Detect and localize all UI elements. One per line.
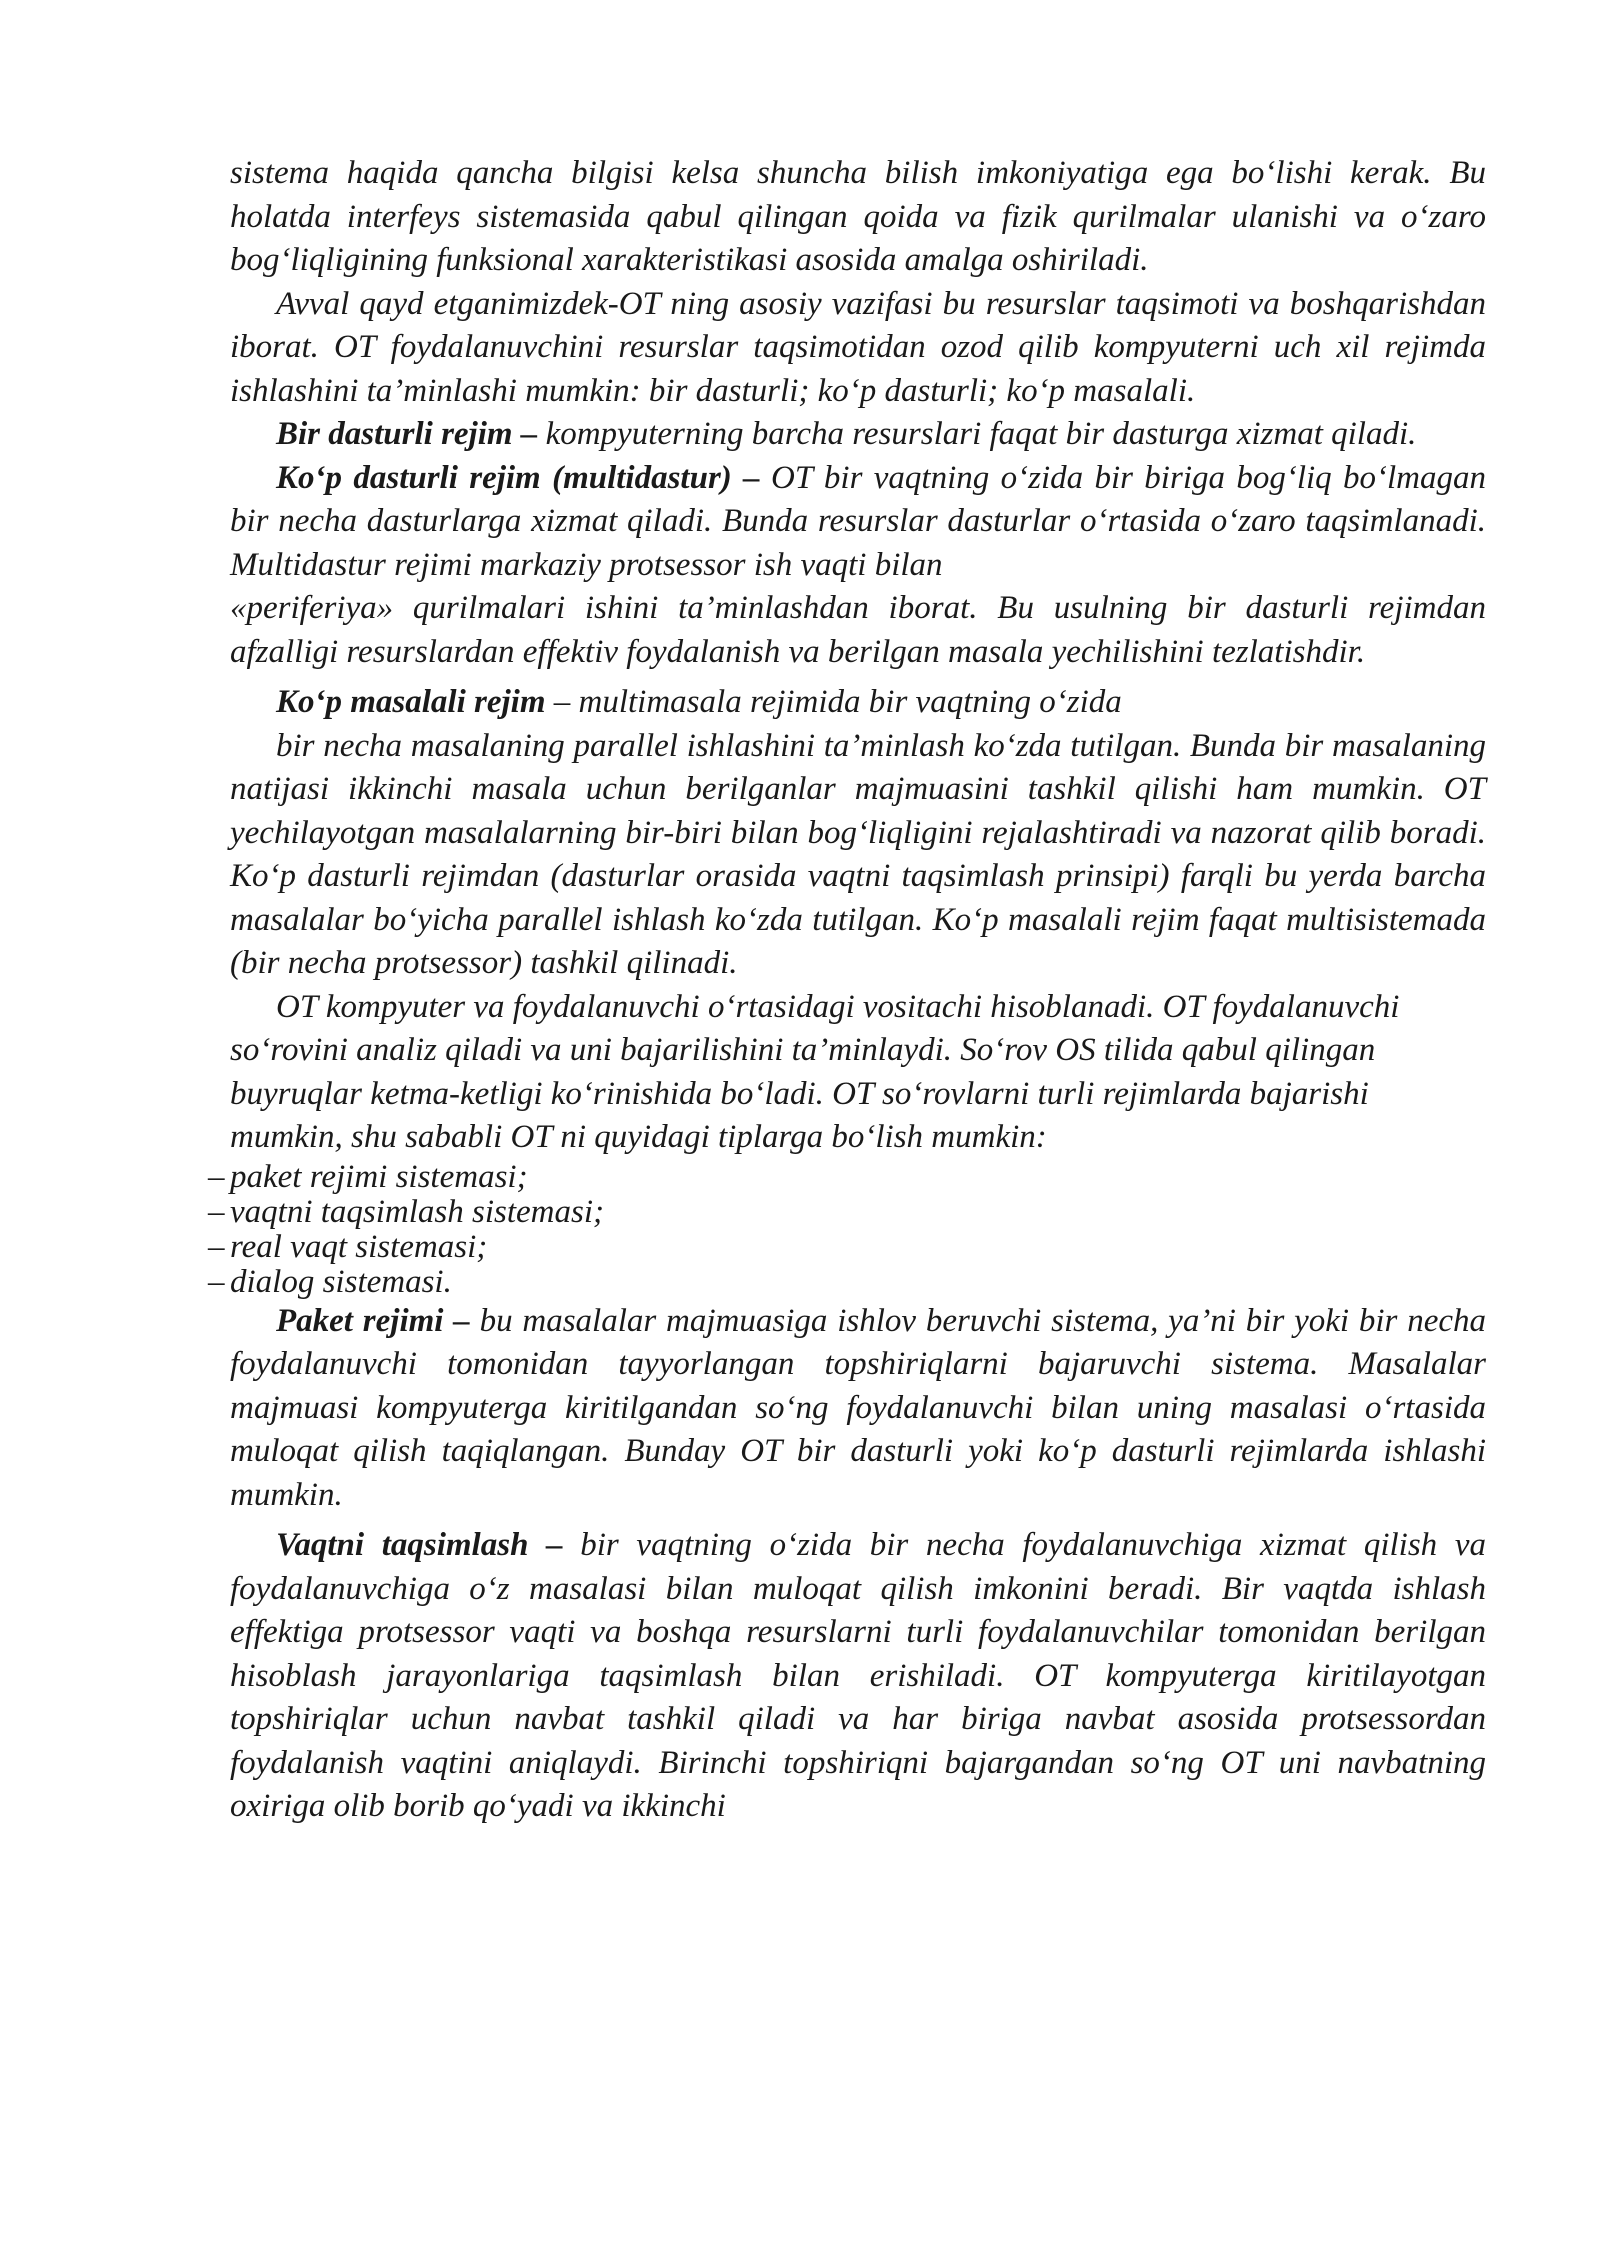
definition-time-sharing: bir vaqtning o‘zida bir necha foydalanuvchiga xizmat qilish va foydalanuvchiga o‘z masalasi bilan muloqat qilish imkonini beradi. Bir vaqtda ishlash effektiga protsessor vaqti va boshqa resurslarni turli foydalanuvchilar tomonidan berilgan hisoblash jarayonlariga taqsimlash bilan erishiladi. OT kompyuterga kiritilayotgan topshiriqlar uchun navbat tashkil qiladi va har biriga navbat asosida protsessordan foydalanish vaqtini aniqlaydi. Birinchi topshiriqni bajargandan so‘ng OT uni navbatning oxiriga olib borib qo‘yadi va ikkinchi (230, 1527, 1486, 1824)
paragraph-time-sharing (230, 1524, 1486, 1829)
paragraph-multitask-body: bir necha masalaning parallel ishlashini ta’minlash ko‘zda tutilgan. Bunda bir masalaning natijasi ikkinchi masala uchun berilganlar majmuasini tashkil qilishi ham mumkin. OT yechilayotgan masalalarning bir-biri bilan bog‘liqligini rejalashtiradi va nazorat qilib boradi. Ko‘p dasturli rejimdan (dasturlar orasida vaqtni taqsimlash prinsipi) farqli bu yerda barcha masalalar bo‘yicha parallel ishlash ko‘zda tutilgan. Ko‘p masalali rejim faqat multisistemada (bir necha protsessor) tashkil qilinadi. (230, 727, 1486, 981)
paragraph-multitask-heading (230, 681, 1486, 725)
paragraph-os-tasks: Avval qayd etganimizdek-OT ning asosiy vazifasi bu resurslar taqsimoti va boshqarishdan iborat. OT foydalanuvchini resurslar taqsimotidan ozod qilib kompyuterni uch xil rejimda ishlashini ta’minlashi mumkin: bir dasturli; ko‘p dasturli; ko‘p masalali. (230, 285, 1486, 409)
term-multitask: Ko‘p masalali rejim (276, 684, 546, 720)
paragraph-multiprogram (230, 457, 1486, 588)
paragraph-batch-mode (230, 1300, 1486, 1518)
os-types-list (230, 1160, 1486, 1300)
paragraph-os-intermediary: OT kompyuter va foydalanuvchi o‘rtasidagi vositachi hisoblanadi. OT foydalanuvchi so‘rovini analiz qiladi va uni bajarilishini ta’minlaydi. So‘rov OS tilida qabul qilingan buyruqlar ketma-ketligi ko‘rinishida bo‘ladi. OT so‘rovlarni turli rejimlarda bajarishi mumkin, shu sababli OT ni quyidagi tiplarga bo‘lish mumkin: (230, 988, 1400, 1155)
paragraph-multiprogram-continued: «periferiya» qurilmalari ishini ta’minlashdan iborat. Bu usulning bir dasturli rejimdan afzalligi resurslardan effektiv foydalanish va berilgan masala yechilishini tezlatishdir. (230, 590, 1486, 670)
document-page (230, 152, 1486, 1829)
paragraph-single-program (230, 413, 1486, 457)
term-single-program: Bir dasturli rejim – (276, 416, 538, 452)
list-item: – paket rejimi sistemasi; (230, 1160, 1486, 1195)
term-batch-mode: Paket rejimi – (276, 1302, 470, 1339)
list-item: – vaqtni taqsimlash sistemasi; (230, 1195, 1486, 1230)
definition-multitask: – multimasala rejimida bir vaqtning o‘zida (545, 684, 1122, 720)
term-multiprogram: Ko‘p dasturli rejim (multidastur) – (276, 459, 760, 496)
term-time-sharing: Vaqtni taqsimlash – (276, 1527, 563, 1563)
list-item: – real vaqt sistemasi; (230, 1230, 1486, 1265)
definition-single-program: kompyuterning barcha resurslari faqat bir dasturga xizmat qiladi. (537, 416, 1417, 452)
definition-batch-mode: bu masalalar majmuasiga ishlov beruvchi sistema, ya’ni bir yoki bir necha foydalanuvchi tomonidan tayyorlangan topshiriqlarni bajaruvchi sistema. Masalalar majmuasi kompyuterga kiritilgandan so‘ng foydalanuvchi bilan uning masalasi o‘rtasida muloqat qilish taqiqlangan. Bunday OT bir dasturli yoki ko‘p dasturli rejimlarda ishlashi mumkin. (230, 1302, 1486, 1513)
list-item: – dialog sistemasi. (230, 1265, 1486, 1300)
definition-multiprogram: OT bir vaqtning o‘zida bir biriga bog‘liq bo‘lmagan bir necha dasturlarga xizmat qiladi. Bunda resurslar dasturlar o‘rtasida o‘zaro taqsimlanadi. Multidastur rejimi markaziy protsessor ish vaqti bilan (230, 459, 1486, 583)
paragraph-intro: sistema haqida qancha bilgisi kelsa shuncha bilish imkoniyatiga ega bo‘lishi kerak. Bu holatda interfeys sistemasida qabul qilingan qoida va fizik qurilmalar ulanishi va o‘zaro bog‘liqligining funksional xarakteristikasi asosida amalga oshiriladi. (230, 155, 1486, 278)
